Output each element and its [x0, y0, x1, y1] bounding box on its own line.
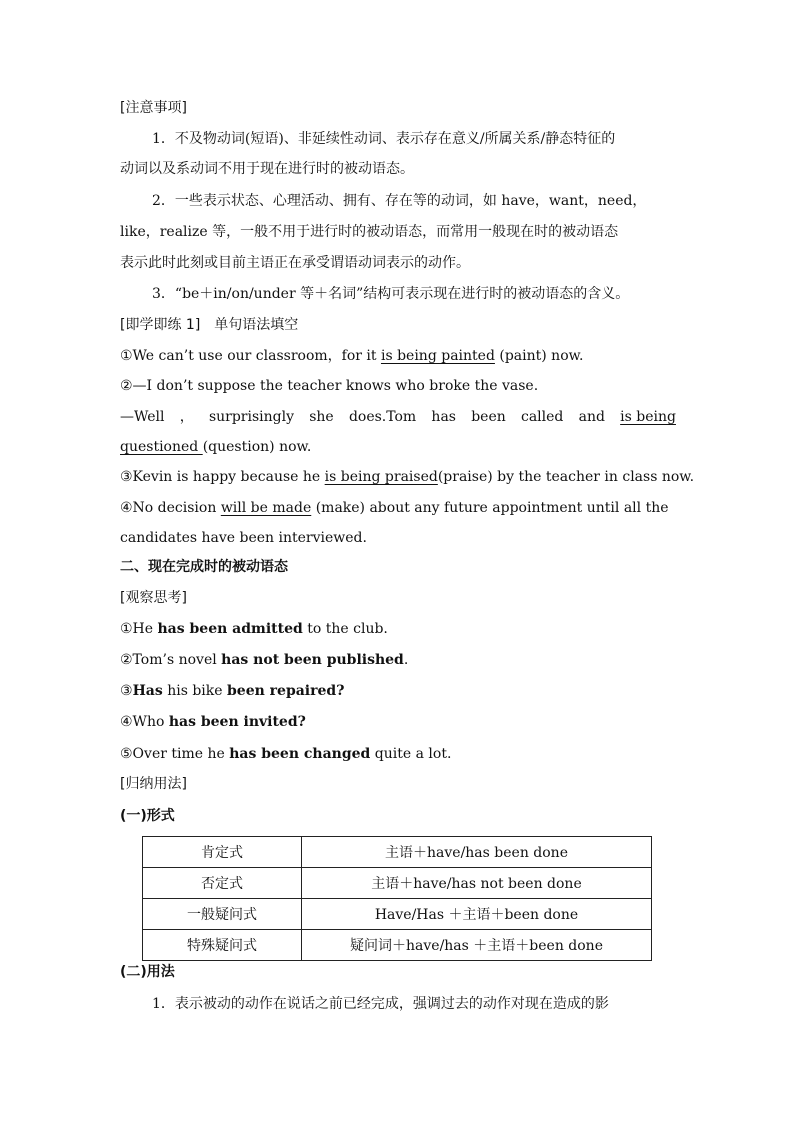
q4-text-b: (make) about any future appointment until all the	[311, 500, 669, 516]
ex3-num: ③	[120, 683, 133, 699]
usage-1: 1．表示被动的动作在说话之前已经完成，强调过去的动作对现在造成的影	[152, 996, 609, 1012]
q4-answer: will be made	[220, 500, 312, 516]
ex1-tail: to the club.	[302, 621, 388, 637]
ex1-text: ①He	[120, 621, 158, 637]
note-3: 3．“be＋in/on/under 等＋名词”结构可表示现在进行时的被动语态的含义。	[152, 286, 630, 302]
ex3-bold-2: been repaired?	[227, 683, 345, 699]
table-cell-value: 疑问词＋have/has ＋主语＋been done	[302, 930, 652, 961]
q2-word: and	[578, 409, 605, 425]
practice-q2-line-2	[120, 407, 676, 427]
table-row	[143, 837, 652, 868]
q3-text-a: ③Kevin is happy because he	[120, 469, 325, 485]
q1-answer: is being painted	[380, 348, 495, 364]
ex2-text: ②Tom’s novel	[120, 652, 222, 668]
practice-heading: [即学即练 1] 单句语法填空	[120, 317, 299, 333]
table-cell-label: 否定式	[143, 868, 302, 899]
table-row	[143, 899, 652, 930]
table-row	[143, 868, 652, 899]
q1-text-a: ①We can’t use our classroom，for it	[120, 348, 381, 364]
note-2-line-1: 2．一些表示状态、心理活动、拥有、存在等的动词，如 have，want，need，	[152, 193, 647, 209]
q2-word: does.Tom	[348, 409, 417, 425]
practice-q4-line-1	[120, 498, 669, 518]
note-2-line-2: like，realize 等，一般不用于进行时的被动语态，而常用一般现在时的被动语态	[120, 224, 619, 240]
ex5-tail: quite a lot.	[370, 746, 452, 762]
usage-heading: (二)用法	[120, 964, 175, 980]
form-heading: (一)形式	[120, 808, 175, 824]
practice-q3	[120, 467, 694, 487]
observe-heading: [观察思考]	[120, 590, 187, 606]
q2-word: been	[471, 409, 506, 425]
table-cell-label: 肯定式	[143, 837, 302, 868]
table-cell-label: 一般疑问式	[143, 899, 302, 930]
q2-answer-part-2: questioned	[120, 439, 203, 455]
practice-q2-line-1: ②—I don’t suppose the teacher knows who broke the vase.	[120, 378, 539, 394]
table-row	[143, 930, 652, 961]
q2-word: has	[431, 409, 456, 425]
table-cell-value: 主语＋have/has not been done	[302, 868, 652, 899]
summary-heading: [归纳用法]	[120, 776, 187, 792]
ex4-bold: has been invited?	[168, 714, 306, 730]
ex4-text: ④Who	[120, 714, 169, 730]
table-cell-label: 特殊疑问式	[143, 930, 302, 961]
notes-heading: [注意事项]	[120, 100, 187, 116]
ex5-bold: has been changed	[229, 746, 371, 762]
section-2-title: 二、现在完成时的被动语态	[120, 559, 288, 575]
table-cell-value: 主语＋have/has been done	[302, 837, 652, 868]
q2-word: ，	[179, 409, 194, 425]
ex5-text: ⑤Over time he	[120, 746, 230, 762]
q2-word: she	[309, 409, 334, 425]
note-1-line-2: 动词以及系动词不用于现在进行时的被动语态。	[120, 161, 414, 177]
q2-word: called	[520, 409, 564, 425]
q2-tail: (question) now.	[202, 439, 312, 455]
table-cell-value: Have/Has ＋主语＋been done	[302, 899, 652, 930]
ex2-tail: .	[403, 652, 409, 668]
ex3-text: his bike	[162, 683, 227, 699]
example-2	[120, 650, 408, 670]
q4-text-a: ④No decision	[120, 500, 221, 516]
example-1	[120, 619, 388, 639]
q2-word: surprisingly	[208, 409, 294, 425]
q1-text-b: (paint) now.	[494, 348, 584, 364]
form-table	[142, 836, 652, 961]
note-1-line-1: 1．不及物动词(短语)、非延续性动词、表示存在意义/所属关系/静态特征的	[152, 131, 616, 147]
note-2-line-3: 表示此时此刻或目前主语正在承受谓语动词表示的动作。	[120, 255, 470, 271]
practice-q4-line-2: candidates have been interviewed.	[120, 530, 367, 546]
ex1-bold: has been admitted	[157, 621, 303, 637]
q3-text-b: (praise) by the teacher in class now.	[437, 469, 695, 485]
ex3-bold-1: Has	[132, 683, 163, 699]
q2-answer-part-1: is being	[620, 409, 676, 425]
practice-q2-line-3	[120, 437, 311, 457]
example-3	[120, 681, 344, 701]
example-4	[120, 712, 306, 732]
q3-answer: is being praised	[324, 469, 438, 485]
practice-q1	[120, 346, 583, 366]
ex2-bold: has not been published	[221, 652, 404, 668]
q2-word: —Well	[120, 409, 165, 425]
example-5	[120, 744, 451, 764]
